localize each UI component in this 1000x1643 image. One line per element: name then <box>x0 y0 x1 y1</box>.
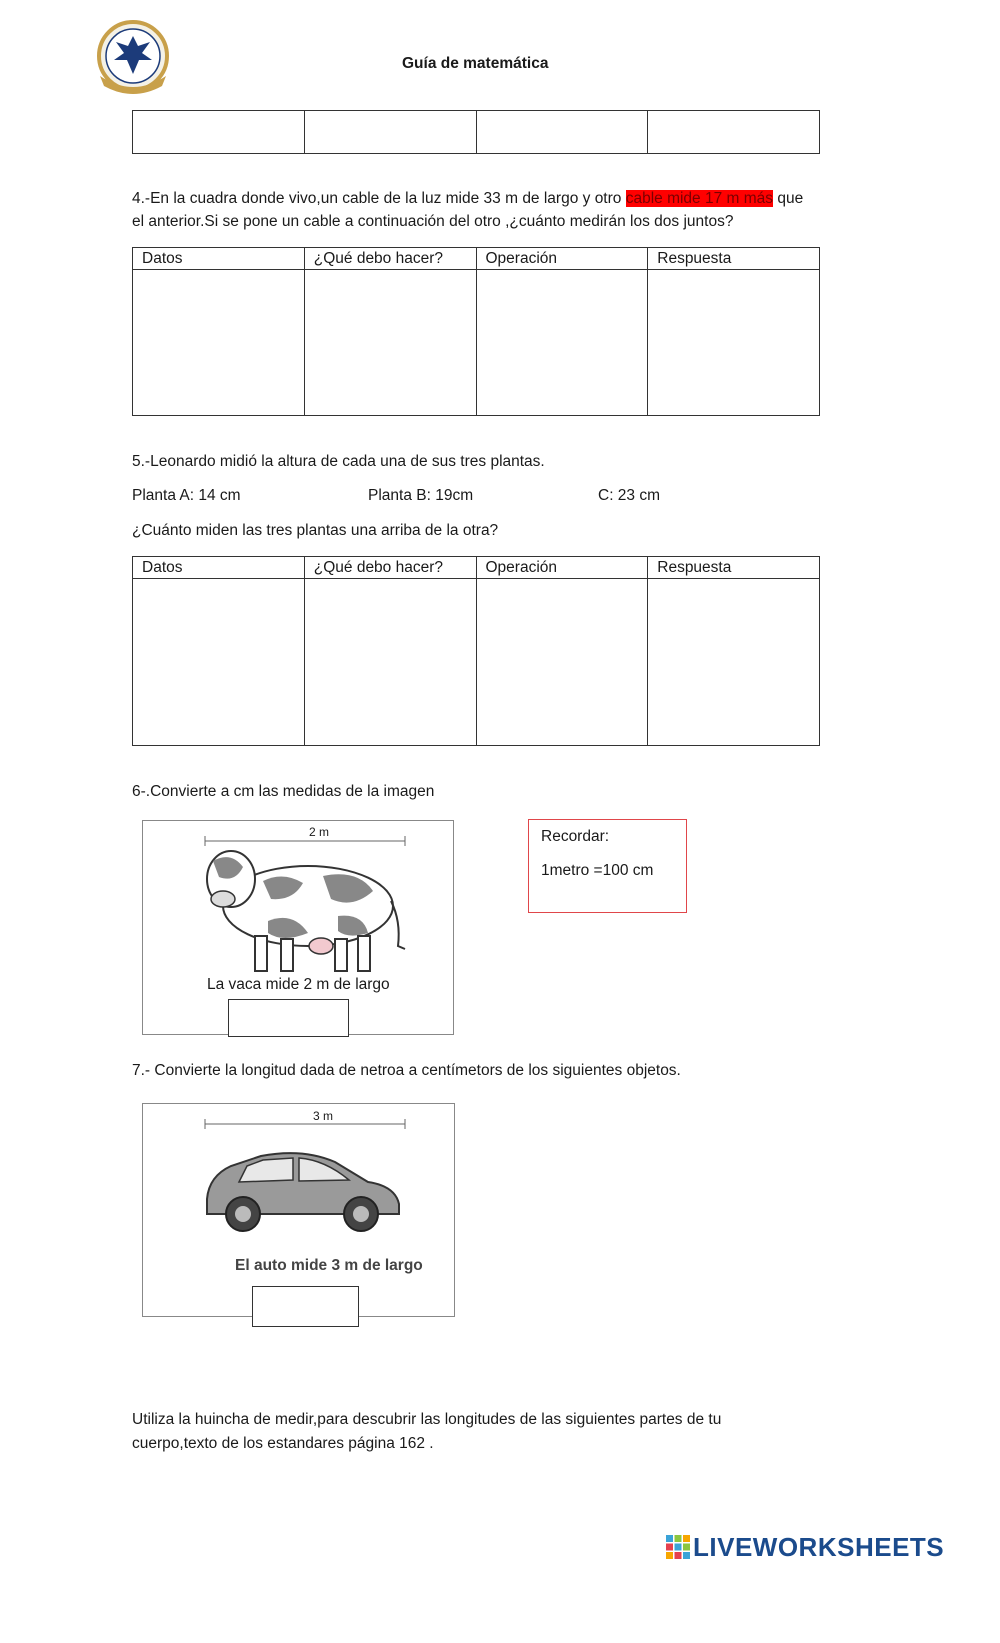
liveworksheets-logo <box>665 1532 955 1562</box>
page-title: Guía de matemática <box>402 55 549 72</box>
closing-line2: cuerpo,texto de los estandares página 162 . <box>132 1435 434 1452</box>
q7-text: 7.- Convierte la longitud dada de netroa a centímetors de los siguientes objetos. <box>132 1062 681 1079</box>
q5-answer-table <box>132 556 820 746</box>
q4-text-line1: 4.-En la cuadra donde vivo,un cable de la luz mide 33 m de largo y otro cable mide 17 m más que <box>132 190 804 207</box>
que-debo-hacer-cell[interactable] <box>304 579 476 746</box>
header-respuesta: Respuesta <box>648 557 820 579</box>
empty-cell[interactable] <box>304 111 476 154</box>
empty-cell[interactable] <box>648 111 820 154</box>
closing-line1: Utiliza la huincha de medir,para descubrir las longitudes de las siguientes partes de tu <box>132 1411 722 1428</box>
q4-highlight: cable mide 17 m más <box>625 190 774 207</box>
q5-question: ¿Cuánto miden las tres plantas una arriba de la otra? <box>132 522 499 539</box>
header-que-debo-hacer: ¿Qué debo hacer? <box>304 557 476 579</box>
q5-text-line1: 5.-Leonardo midió la altura de cada una de sus tres plantas. <box>132 453 545 470</box>
top-empty-table <box>132 110 820 154</box>
school-logo <box>92 20 174 98</box>
car-dimension-label: 3 m <box>313 1109 334 1123</box>
q4-answer-table <box>132 247 820 416</box>
q4-text-line2: el anterior.Si se pone un cable a continuación del otro ,¿cuánto medirán los dos juntos? <box>132 213 734 230</box>
liveworksheets-wordmark: LIVEWORKSHEETS <box>693 1532 945 1562</box>
header-operacion: Operación <box>476 557 648 579</box>
header-que-debo-hacer: ¿Qué debo hacer? <box>304 248 476 270</box>
car-icon <box>207 1153 399 1231</box>
operacion-cell[interactable] <box>476 270 648 416</box>
cow-caption: La vaca mide 2 m de largo <box>207 976 390 993</box>
header-datos: Datos <box>133 557 305 579</box>
header-datos: Datos <box>133 248 305 270</box>
car-answer-box[interactable] <box>252 1286 359 1327</box>
header-respuesta: Respuesta <box>648 248 820 270</box>
empty-cell[interactable] <box>133 111 305 154</box>
reminder-title: Recordar: <box>541 828 610 845</box>
cow-icon <box>207 851 405 971</box>
car-caption: El auto mide 3 m de largo <box>235 1257 423 1274</box>
datos-cell[interactable] <box>133 270 305 416</box>
header-operacion: Operación <box>476 248 648 270</box>
cow-dimension-label: 2 m <box>309 825 330 839</box>
golden-school-crest-icon <box>92 20 174 98</box>
cow-answer-box[interactable] <box>228 999 349 1037</box>
car-figure <box>142 1103 455 1317</box>
reminder-text: 1metro =100 cm <box>541 862 654 879</box>
q5-planta-b: Planta B: 19cm <box>368 487 474 504</box>
q6-text: 6-.Convierte a cm las medidas de la imagen <box>132 783 435 800</box>
empty-cell[interactable] <box>476 111 648 154</box>
que-debo-hacer-cell[interactable] <box>304 270 476 416</box>
datos-cell[interactable] <box>133 579 305 746</box>
q5-planta-c: C: 23 cm <box>598 487 661 504</box>
respuesta-cell[interactable] <box>648 579 820 746</box>
q5-planta-a: Planta A: 14 cm <box>132 487 241 504</box>
respuesta-cell[interactable] <box>648 270 820 416</box>
liveworksheets-grid-icon <box>665 1534 691 1560</box>
reminder-box <box>528 819 687 913</box>
operacion-cell[interactable] <box>476 579 648 746</box>
